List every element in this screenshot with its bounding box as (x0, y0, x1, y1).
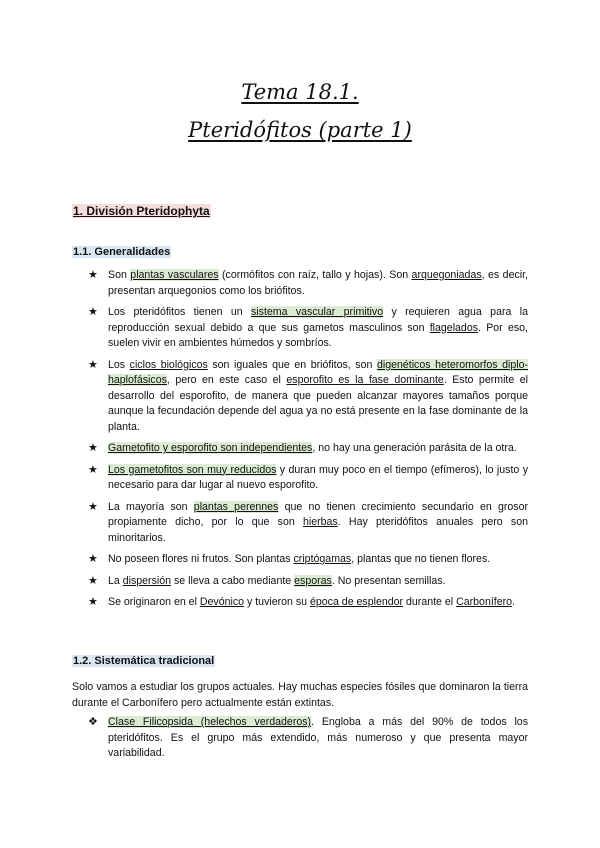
text-run: La mayoría son (108, 500, 194, 513)
list-item (88, 500, 528, 547)
highlighted-text: esporas (294, 574, 332, 587)
page-subtitle: Pteridófitos (parte 1) (188, 118, 412, 142)
star-icon: ★ (88, 269, 98, 281)
star-icon: ★ (88, 553, 98, 565)
text-run: Se originaron en el (108, 596, 200, 608)
intro-paragraph: Solo vamos a estudiar los grupos actuales. Hay muchas especies fósiles que dominaron la tierra durante el Carbonífero pero actualmente están extintas. (72, 681, 528, 709)
list-item (88, 358, 528, 436)
star-icon: ★ (88, 574, 98, 587)
star-icon: ★ (88, 358, 98, 371)
generalidades-list (88, 268, 528, 617)
text-run: y tuvieron su (244, 596, 310, 608)
star-icon: ★ (88, 596, 98, 608)
section-heading-1-1: 1.1. Generalidades (73, 246, 171, 258)
text-run: , no hay una generación parásita de la otra. (312, 442, 517, 454)
text-run: (cormófitos con raíz, tallo y hojas). Son (218, 269, 412, 281)
text-run: No poseen flores ni frutos. Son plantas (108, 553, 294, 565)
underlined-text: época de esplendor (310, 596, 404, 608)
highlighted-text: plantas vasculares (130, 269, 219, 281)
highlighted-text: Clase Filicopsida (helechos verdaderos) (108, 716, 312, 728)
section-heading-1: 1. División Pteridophyta (73, 204, 210, 218)
list-item (88, 268, 528, 299)
text-run: se lleva a cabo mediante (171, 574, 295, 587)
highlighted-text: Gametofito y esporofito son independientes (108, 442, 313, 454)
text-run: . Esto permite el desarrollo del esporofito, de manera que pueden alcanzar mayores tamaños porque aunque la fecundación depende del agua ya no está presente en la fase dominante de la planta. (108, 374, 528, 433)
star-icon: ★ (88, 306, 98, 318)
text-run: durante el (403, 596, 457, 608)
page-title: Tema 18.1. (241, 80, 359, 104)
underlined-text: Devónico (199, 596, 245, 608)
list-item (88, 305, 528, 352)
highlighted-text: digenéticos heteromorfos diplo-haplofásicos (108, 358, 528, 386)
highlighted-text: plantas perennes (193, 500, 279, 513)
underlined-text: dispersión (122, 574, 172, 587)
underlined-text: criptógamas (293, 553, 352, 565)
star-icon: ★ (88, 442, 98, 454)
underlined-text: Carbonífero (456, 596, 513, 608)
text-run: . No presentan semillas. (331, 574, 446, 587)
list-item (88, 441, 528, 457)
text-run: Son (108, 269, 131, 281)
text-run: . Engloba a más del 90% de todos los pteridófitos. Es el grupo más extendido, más numeroso y que presenta mayor variabilidad. (108, 716, 529, 759)
list-item (88, 552, 528, 568)
underlined-text: flagelados (429, 321, 479, 334)
highlighted-text: sistema vascular primitivo (251, 306, 384, 318)
text-run: . (512, 596, 515, 608)
text-run: Los pteridófitos tienen un (108, 306, 251, 318)
text-run: y requieren agua para la reproducción sexual debido a que sus gametos masculinos son (108, 306, 528, 334)
text-run: . Por eso, suelen vivir en ambientes húmedos y sombríos. (108, 321, 528, 349)
text-run: , plantas que no tienen flores. (351, 553, 491, 565)
highlighted-text: Los gametofitos son muy reducidos (108, 463, 277, 476)
text-run: , pero en este caso el (166, 374, 287, 386)
list-item (88, 595, 528, 611)
list-item (88, 463, 528, 494)
list-item (88, 715, 528, 762)
text-run: y duran muy poco en el tiempo (efímeros), lo justo y necesario para dar lugar al nuevo esporofito. (108, 463, 528, 491)
diamond-icon: ❖ (88, 716, 98, 728)
sistematica-list (88, 715, 528, 762)
list-item (88, 574, 528, 590)
text-run: que no tienen crecimiento secundario en grosor propiamente dicho, por lo que son (108, 500, 529, 528)
star-icon: ★ (88, 500, 98, 513)
text-run: . Hay pteridófitos anuales pero son minoritarios. (108, 516, 528, 544)
underlined-text: ciclos biológicos (129, 358, 208, 371)
star-icon: ★ (88, 463, 98, 476)
text-run: , es decir, presentan arquegonios como los briófitos. (108, 269, 528, 297)
text-run: Los (108, 358, 130, 371)
underlined-text: hierbas (302, 516, 338, 528)
underlined-text: arquegoniadas (411, 269, 482, 281)
text-run: son iguales que en briófitos, son (207, 358, 377, 371)
section-heading-1-2: 1.2. Sistemática tradicional (73, 655, 215, 667)
text-run: La (108, 574, 123, 587)
underlined-text: esporofito es la fase dominante (286, 374, 444, 386)
